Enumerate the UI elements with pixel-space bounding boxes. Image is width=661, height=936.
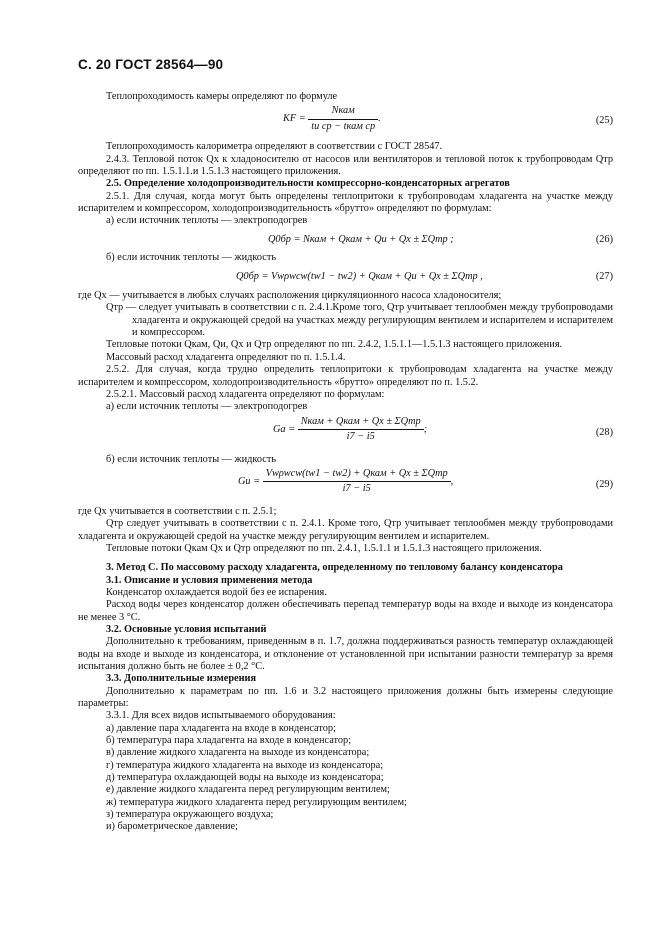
formula-fraction [263,468,451,496]
section-heading: 3.3. Дополнительные измерения [106,673,257,685]
paragraph: Теплопроходимость камеры определяют по формуле [106,91,338,102]
paragraph: Конденсатор охлаждается водой без ее испарения. [106,586,327,598]
formula-numerator: Vwρwcw(tw1 − tw2) + Qкам + Qх ± ΣQтр [263,468,451,482]
list-item: б) если источник теплоты — жидкость [106,453,277,465]
formula-27 [78,266,613,288]
list-item: г) температура жидкого хладагента на выходе из конденсатора; [106,759,384,771]
paragraph: где Qх — учитывается в любых случаях расположения циркуляционного насоса хладоносителя; [78,290,502,302]
paragraph: 2.5.1. Для случая, когда могут быть определены теплопритоки к трубопроводам хладагента на участке между испарителем и компрессором, холодопроизводительность «брутто» определяют по формулам: [78,190,613,215]
paragraph: Тепловые потоки Qкам, Qи, Qх и Qтр определяют по пп. 2.4.2, 1.5.1.1—1.5.1.3 настоящего приложения. [106,339,563,351]
section-heading: 3. Метод С. По массовому расходу хладагента, определенному по тепловому балансу конденсатора [106,562,563,574]
list-item: б) если источник теплоты — жидкость [106,251,277,263]
formula-fraction [298,416,424,444]
paragraph: Qтр — следует учитывать в соответствии с п. 2.4.1.Кроме того, Qтр учитывает теплообмен между трубопроводами хладагента и окружающей средой на участках между регулирующим вентилем и испарителем и испарителем и компрессором. [106,302,613,339]
list-item: и) барометрическое давление; [106,821,238,833]
list-item: а) если источник теплоты — электроподогрев [106,215,308,227]
list-item: в) давление жидкого хладагента на выходе из конденсатора; [106,747,370,759]
section-heading: 3.2. Основные условия испытаний [106,623,267,635]
paragraph: Qтр следует учитывать в соответствии с п. 2.4.1. Кроме того, Qтр учитывает теплообмен между трубопроводами хладагента и окружающей средой на участке между регулирующим вентилем и испарителем. [78,518,613,542]
list-item: з) температура окружающего воздуха; [106,809,274,821]
page-header: С. 20 ГОСТ 28564—90 [78,57,224,72]
list-item: ж) температура жидкого хладагента перед регулирующим вентилем; [106,796,407,808]
formula-denominator: tи ср − tкам ср [311,120,376,132]
formula-expression: Q0бр = Vwρwcw(tw1 − tw2) + Qкам + Qи + Qх ± ΣQтр , [236,271,483,283]
document-body [78,91,613,834]
formula-lhs: Gа = [273,423,296,435]
formula-tail: ; [423,423,428,435]
formula-number: (27) [595,271,613,283]
formula-25 [78,105,613,139]
formula-numerator: Nкам + Qкам + Qх ± ΣQтр [298,416,424,430]
paragraph: Массовый расход хладагента определяют по п. 1.5.1.4. [106,351,346,363]
formula-number: (28) [595,426,613,438]
paragraph: Расход воды через конденсатор должен обеспечивать перепад температур воды на входе и выходе из конденсатора не менее 3 °С. [78,599,613,623]
formula-28 [78,416,613,452]
paragraph: 2.5.2. Для случая, когда трудно определить теплопритоки к трубопроводам хладагента на участке между испарителем и компрессором, холодопроизводительность «брутто» определяют по п. 1.5.2. [78,364,613,388]
list-item: д) температура охлаждающей воды на выходе из конденсатора; [106,772,384,784]
formula-number: (26) [595,233,613,245]
formula-26 [78,230,613,250]
paragraph: Дополнительно к требованиям, приведенным в п. 1.7, должна поддерживаться разность температур охлаждающей воды на входе и выходе из конденсатора, и отклонение от установленной при испытании разности температур за время испытания должно быть не более ± 0,2 °С. [78,636,613,672]
formula-denominator: i7 − i5 [346,430,375,442]
formula-denominator: i7 − i5 [342,483,371,495]
paragraph: Дополнительно к параметрам по пп. 1.6 и 3.2 настоящего приложения должны быть измерены следующие параметры: [78,685,613,710]
parameter-list [78,723,613,834]
formula-lhs: Gи = [238,476,261,488]
formula-number: (29) [595,478,613,490]
paragraph: где Qх учитывается в соответствии с п. 2.5.1; [78,505,277,517]
paragraph: 3.3.1. Для всех видов испытываемого оборудования: [106,710,336,722]
formula-fraction [308,105,378,133]
formula-expression: Q0бр = Nкам + Qкам + Qи + Qх ± ΣQтр ; [268,233,454,245]
paragraph: Теплопроходимость калориметра определяют в соответствии с ГОСТ 28547. [106,141,443,153]
list-item: е) давление жидкого хладагента перед регулирующим вентилем; [106,784,390,796]
formula-tail: . [378,113,381,125]
paragraph: 2.4.3. Тепловой поток Qх к хладоносителю от насосов или вентиляторов и тепловой поток к трубопроводам Qтр определяют по пп. 1.5.1.1.и 1.5.1.3 настоящего приложения. [78,153,613,178]
formula-tail: , [450,476,454,488]
list-item: а) если источник теплоты — электроподогрев [106,401,308,413]
section-heading: 2.5. Определение холодопроизводительности компрессорно-конденсаторных агрегатов [106,178,510,190]
list-item: а) давление пара хладагента на входе в конденсатор; [106,722,336,734]
paragraph: Тепловые потоки Qкам Qх и Qтр определяют по пп. 2.4.1, 1.5.1.1 и 1.5.1.3 настоящего приложения. [106,542,542,554]
formula-lhs: KF = [283,113,306,125]
formula-number: (25) [595,115,613,127]
formula-numerator: Nкам [308,105,378,119]
formula-29 [78,468,613,504]
list-item: б) температура пара хладагента на входе в конденсатор; [106,735,352,747]
paragraph: 2.5.2.1. Массовый расход хладагента определяют по формулам: [106,388,385,400]
section-heading: 3.1. Описание и условия применения метода [106,574,313,586]
